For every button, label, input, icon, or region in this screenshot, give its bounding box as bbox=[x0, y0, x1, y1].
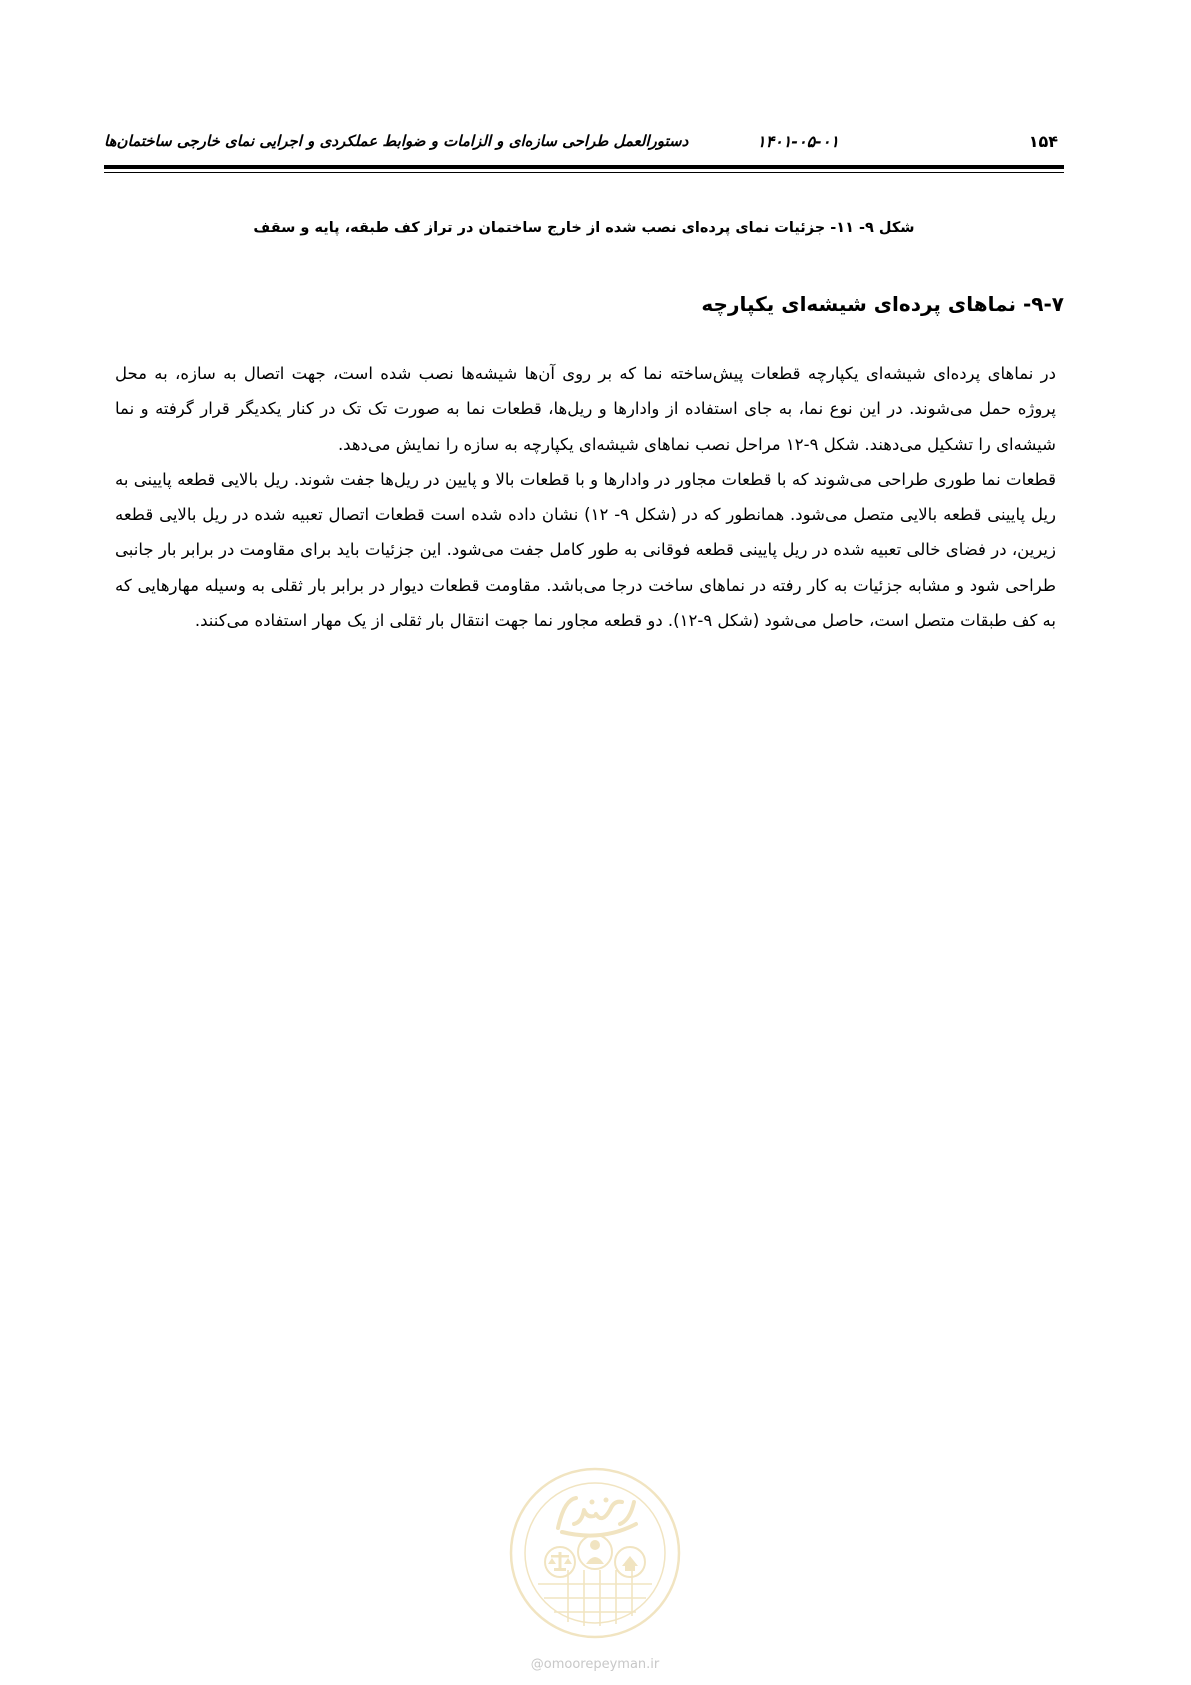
paragraph: در نماهای پرده‌ای شیشه‌ای یکپارچه قطعات پیش‌ساخته نما که بر روی آن‌ها شیشه‌ها نصب شده است، جهت اتصال به سازه، به محل پروژه حمل می‌شوند. در این نوع نما، به جای استفاده از وادارها و ریل‌ها، قطعات نما به صورت تک تک در کنار یکدیگر قرار گرفته و نما شیشه‌ای را تشکیل می‌دهند. شکل ۹-۱۲ مراحل نصب نماهای شیشه‌ای یکپارچه به سازه را نمایش می‌دهد. bbox=[115, 364, 1056, 454]
watermark-url: @omoorepeyman.ir bbox=[530, 1657, 660, 1672]
header-rule-thin bbox=[104, 172, 1064, 173]
paragraph: قطعات نما طوری طراحی می‌شوند که با قطعات مجاور در وادارها و با قطعات بالا و پایین در ریل‌ها جفت شوند. ریل بالایی قطعه پایینی به ریل پایینی قطعه بالایی متصل می‌شود. همانطور که در (شکل ۹- ۱۲) نشان داده شده است قطعات اتصال تعبیه شده در ریل بالایی قطعه زیرین، در فضای خالی تعبیه شده در ریل پایینی قطعه فوقانی به طور کامل جفت می‌شود. این جزئیات باید برای مقاومت در برابر بار جانبی طراحی شود و مشابه جزئیات به کار رفته در نماهای ساخت درجا می‌باشد. مقاومت قطعات دیوار در برابر بار ثقلی به وسیله مهارهایی که به کف طبقات متصل است، حاصل می‌شود (شکل ۹-۱۲). دو قطعه مجاور نما جهت انتقال بار ثقلی از یک مهار استفاده می‌کنند. bbox=[115, 469, 1057, 631]
header-rule-thick bbox=[104, 165, 1064, 169]
page-number: ۱۵۴ bbox=[1028, 132, 1058, 151]
figure-caption: شکل ۹- ۱۱- جزئیات نمای پرده‌ای نصب شده از خارج ساختمان در تراز کف طبقه، پایه و سقف bbox=[253, 220, 915, 236]
header-date: ۱۴۰۱-۰۵-۰۱ bbox=[756, 132, 839, 151]
page-header bbox=[104, 128, 1064, 156]
document-title: دستورالعمل طراحی سازه‌ای و الزامات و ضوابط عملکردی و اجرایی نمای خارجی ساختمان‌ها bbox=[104, 132, 689, 150]
watermark-logo bbox=[508, 1466, 682, 1640]
section-heading: ۹-۷- نماهای پرده‌ای شیشه‌ای یکپارچه bbox=[701, 292, 1064, 316]
body-text bbox=[115, 356, 1056, 638]
